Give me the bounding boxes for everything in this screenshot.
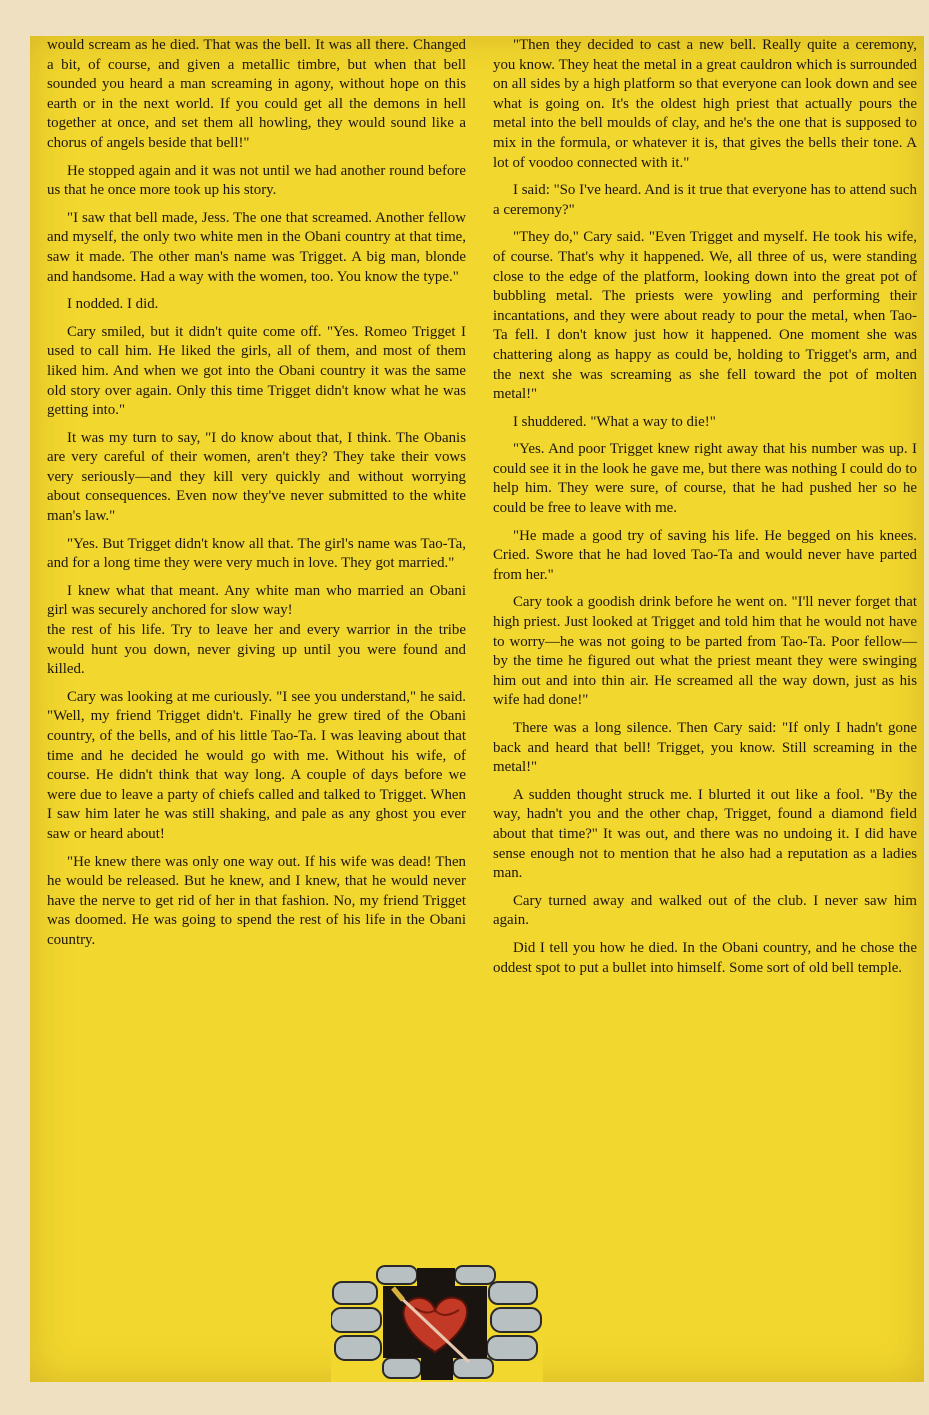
paragraph: Cary turned away and walked out of the club. I never saw him again. — [493, 892, 917, 929]
paragraph: "He made a good try of saving his life. He begged on his knees. Cried. Swore that he had loved Tao-Ta and would never have parted from her." — [493, 527, 917, 583]
heart-in-stone-wall-icon — [331, 1264, 543, 1382]
paragraph: "I saw that bell made, Jess. The one that screamed. Another fellow and myself, the only two white men in the Obani country at that time, saw it made. The other man's name was Trigget. A big man, blonde and handsome. Had a way with the women, too. You know the type." — [47, 209, 466, 285]
paragraph: "He knew there was only one way out. If his wife was dead! Then he would be released. But he knew, and I knew, that he would never have the nerve to get rid of her in that fashion. No, my friend Trigget was doomed. He was going to spend the rest of his life in the Obani country. — [47, 853, 466, 948]
paragraph: I shuddered. "What a way to die!" — [513, 413, 716, 430]
paragraph: Cary smiled, but it didn't quite come off. "Yes. Romeo Trigget I used to call him. He liked the girls, all of them, and most of them liked him. And when we got into the Obani country it was the same old story over again. Only this time Trigget didn't know what he was getting into." — [47, 323, 466, 419]
paragraph: I said: "So I've heard. And is it true that everyone has to attend such a ceremony?" — [493, 182, 917, 218]
paragraph: "They do," Cary said. "Even Trigget and myself. He took his wife, of course. That's why it happened. We, all three of us, were standing close to the edge of the platform, looking down into the great pot of bubbling metal. The priests were yowling and performing their incantations, and they were about ready to pour the metal, when Tao-Ta fell. I don't know just how it happened. One moment she was chattering along as happy as could be, holding to Trigget's arm, and the next she was screaming as she fell toward the pot of molten metal!" — [493, 229, 917, 403]
text-panel — [30, 36, 924, 1382]
paragraph: It was my turn to say, "I do know about that, I think. The Obanis are very careful of their women, aren't they? They take their vows very seriously—and they kill very quickly and without worrying about consequences. Even now they've never submitted to the white man's law." — [47, 429, 466, 525]
paragraph: "Yes. And poor Trigget knew right away that his number was up. I could see it in the look he gave me, but there was nothing I could do to help him. They were sure, of course, that he had pushed her so he could be free to leave with me. — [493, 441, 917, 517]
paragraph: A sudden thought struck me. I blurted it out like a fool. "By the way, hadn't you and the other chap, Trigget, found a diamond field about that time?" It was out, and there was no undoing it. I did have sense enough not to mention that he also had a reputation as a ladies man. — [493, 786, 917, 882]
paragraph: Cary took a goodish drink before he went on. "I'll never forget that high priest. Just looked at Trigget and told him that he would not have to worry—he was not going to be parted from Tao-Ta. Poor fellow—by the time he figured out what the priest meant they were swinging him out and into thin air. He screamed all the way down, just as his wife had done!" — [493, 594, 917, 709]
paragraph: I nodded. I did. — [67, 296, 159, 313]
paragraph: "Then they decided to cast a new bell. Really quite a ceremony, you know. They heat the metal in a great cauldron which is surrounded on all sides by a high platform so that everyone can look down and see what is going on. It's the oldest high priest that actually pours the metal into the bell moulds of clay, and he's the one that is supposed to mix in the formula, or whatever it is, that gives the bells their tone. A lot of voodoo connected with it." — [493, 37, 917, 171]
paragraph: Cary was looking at me curiously. "I see you understand," he said. "Well, my friend Trigget didn't. Finally he grew tired of the Obani country, of the bells, and of his little Tao-Ta. I was leaving about that time and he decided he would go with me. Without his wife, of course. He didn't think that way long. A couple of days before we were due to leave a party of chiefs called and talked to Trigget. When I saw him later he was still shaking, and pale as any ghost you ever saw or heard about! — [47, 688, 466, 842]
paragraph: He stopped again and it was not until we had another round before us that he once more took up his story. — [47, 162, 466, 199]
paragraph: the rest of his life. Try to leave her and every warrior in the tribe would hunt you down, never giving up until you were found and killed. — [47, 622, 466, 678]
paragraph: would scream as he died. That was the bell. It was all there. Changed a bit, of course, and given a metallic timbre, but when that bell sounded you heard a man screaming in agony, without hope on this earth or in the next world. If you could get all the demons in hell together at once, and set them all howling, they would sound like a chorus of angels beside that bell!" — [47, 37, 466, 151]
left-column — [47, 36, 466, 959]
paragraph: "Yes. But Trigget didn't know all that. The girl's name was Tao-Ta, and for a long time they were very much in love. They got married." — [47, 535, 466, 572]
paragraph: Did I tell you how he died. In the Obani country, and he chose the oddest spot to put a bullet into himself. Some sort of old bell temple. — [493, 939, 917, 976]
paragraph: There was a long silence. Then Cary said: "If only I hadn't gone back and heard that bell! Trigget, you know. Still screaming in the metal!" — [493, 720, 917, 776]
right-column — [493, 36, 917, 986]
paragraph: I knew what that meant. Any white man who married an Obani girl was securely anchored for slow way! — [47, 582, 466, 619]
